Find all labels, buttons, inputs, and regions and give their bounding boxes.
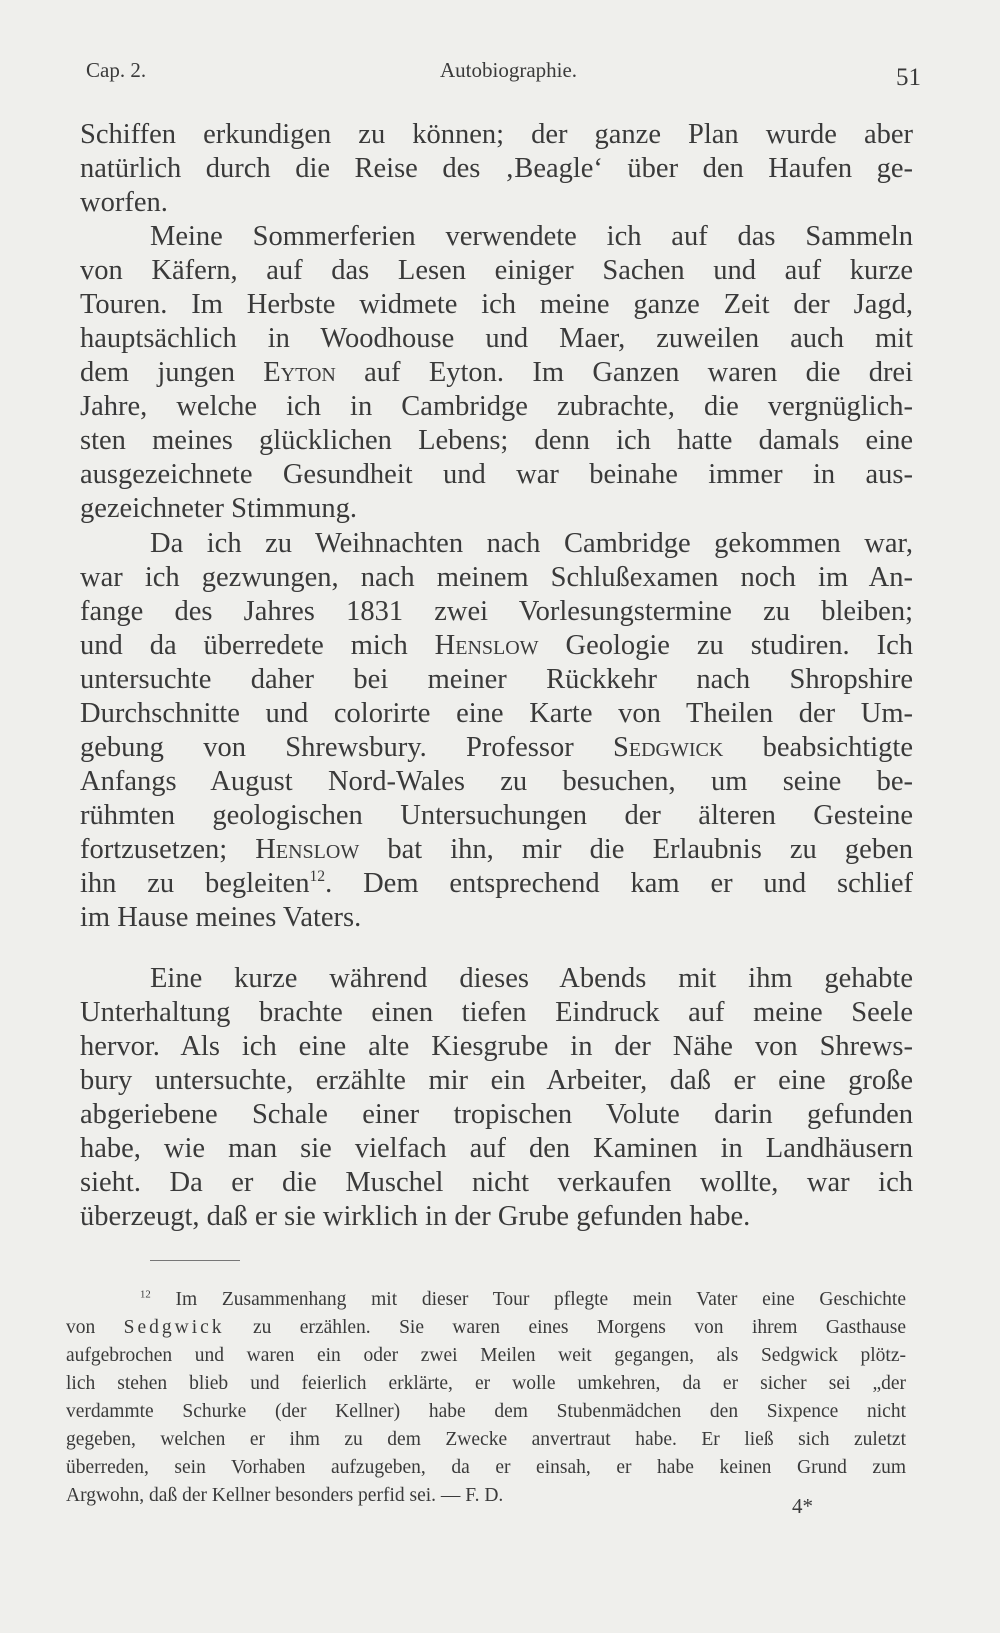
name-eyton: Eyton xyxy=(263,357,336,388)
footnote-line: $^{12}$ Im Zusammenhang mit dieser Tour pflegte mein Vater eine Geschichte xyxy=(140,1288,906,1310)
text-line: bury untersuchte, erzählte mir ein Arbeiter, daß er eine große xyxy=(80,1065,913,1096)
chapter-label: Cap. 2. xyxy=(86,58,147,82)
text-line: untersuchte daher bei meiner Rückkehr nach Shropshire xyxy=(80,664,913,695)
name-henslow: Henslow xyxy=(255,834,360,865)
text-line: Schiffen erkundigen zu können; der ganze Plan wurde aber xyxy=(80,119,913,150)
footnote-line: verdammte Schurke (der Kellner) habe dem Stubenmädchen den Sixpence nicht xyxy=(66,1401,906,1422)
text-line: dem jungen Eyton auf Eyton. Im Ganzen waren die drei xyxy=(80,357,914,388)
footnote-line: lich stehen blieb und feierlich erklärte, er wolle umkehren, da er sicher sei „der xyxy=(66,1373,906,1394)
text-line: hervor. Als ich eine alte Kiesgrube in der Nähe von Shrews- xyxy=(80,1031,913,1062)
text-line: abgeriebene Schale einer tropischen Volute darin gefunden xyxy=(80,1099,913,1130)
footnote-line: überreden, sein Vorhaben aufzugeben, da er einsah, er habe keinen Grund zum xyxy=(66,1457,906,1478)
footnote-line: gegeben, welchen er ihm zu dem Zwecke anvertraut habe. Er ließ sich zuletzt xyxy=(66,1429,906,1450)
text-line: sten meines glücklichen Lebens; denn ich hatte damals eine xyxy=(80,425,913,456)
text-line: Meine Sommerferien verwendete ich auf das Sammeln xyxy=(150,221,913,252)
running-title: Autobiographie. xyxy=(440,58,578,82)
text-line: gezeichneter Stimmung. xyxy=(80,493,357,524)
text-line: war ich gezwungen, nach meinem Schlußexamen noch im An- xyxy=(80,562,913,593)
text-line: Unterhaltung brachte einen tiefen Eindruck auf meine Seele xyxy=(80,997,913,1028)
text-line: von Käfern, auf das Lesen einiger Sachen und auf kurze xyxy=(80,255,913,286)
text-line: worfen. xyxy=(80,187,168,218)
text-line: fortzusetzen; Henslow bat ihn, mir die Erlaubnis zu geben xyxy=(80,834,913,865)
text-line: ausgezeichnete Gesundheit und war beinahe immer in aus- xyxy=(80,459,913,490)
name-sedgwick: Sedgwick xyxy=(613,732,724,763)
text-line: im Hause meines Vaters. xyxy=(80,902,362,933)
running-header xyxy=(0,58,1000,98)
text-line: fange des Jahres 1831 zwei Vorlesungstermine zu bleiben; xyxy=(80,596,913,627)
text-line: natürlich durch die Reise des ‚Beagle‘ über den Haufen ge- xyxy=(80,153,913,184)
text-line: Touren. Im Herbste widmete ich meine ganze Zeit der Jagd, xyxy=(80,289,913,320)
page-number: 51 xyxy=(896,64,921,91)
footnote-line: von Sedgwick zu erzählen. Sie waren eines Morgens von ihrem Gasthause xyxy=(66,1317,906,1338)
footnote-line: Argwohn, daß der Kellner besonders perfid sei. — F. D. xyxy=(66,1485,504,1506)
text-line: gebung von Shrewsbury. Professor Sedgwick beabsichtigte xyxy=(80,732,913,763)
signature-mark: 4* xyxy=(792,1494,813,1518)
text-line: Anfangs August Nord-Wales zu besuchen, um seine be- xyxy=(80,766,913,797)
text-line: sieht. Da er die Muschel nicht verkaufen wollte, war ich xyxy=(80,1167,913,1198)
text-line: ihn zu begleiten$^{12}$. Dem entsprechend kam er und schlief xyxy=(80,868,913,899)
text-line: hauptsächlich in Woodhouse und Maer, zuweilen auch mit xyxy=(80,323,913,354)
name-sedgwick: Sedgwick xyxy=(123,1317,225,1338)
text-line: habe, wie man sie vielfach auf den Kaminen in Landhäusern xyxy=(80,1133,913,1164)
text-line: Durchschnitte und colorirte eine Karte von Theilen der Um- xyxy=(80,698,913,729)
footnote-line: aufgebrochen und waren ein oder zwei Meilen weit gegangen, als Sedgwick plötz- xyxy=(66,1345,906,1366)
text-line: rühmten geologischen Untersuchungen der älteren Gesteine xyxy=(80,800,913,831)
footnote-number: 12 xyxy=(140,1288,151,1301)
name-henslow: Henslow xyxy=(434,630,539,661)
text-line: und da überredete mich Henslow Geologie zu studiren. Ich xyxy=(80,630,913,661)
text-line: Da ich zu Weihnachten nach Cambridge gekommen war, xyxy=(150,528,913,559)
text-line: Jahre, welche ich in Cambridge zubrachte, die vergnüglich- xyxy=(80,391,913,422)
text-line: überzeugt, daß er sie wirklich in der Grube gefunden habe. xyxy=(80,1201,751,1232)
text-line: Eine kurze während dieses Abends mit ihm gehabte xyxy=(150,963,913,994)
footnote-divider xyxy=(150,1260,240,1261)
footnote-ref: 12 xyxy=(309,868,326,886)
